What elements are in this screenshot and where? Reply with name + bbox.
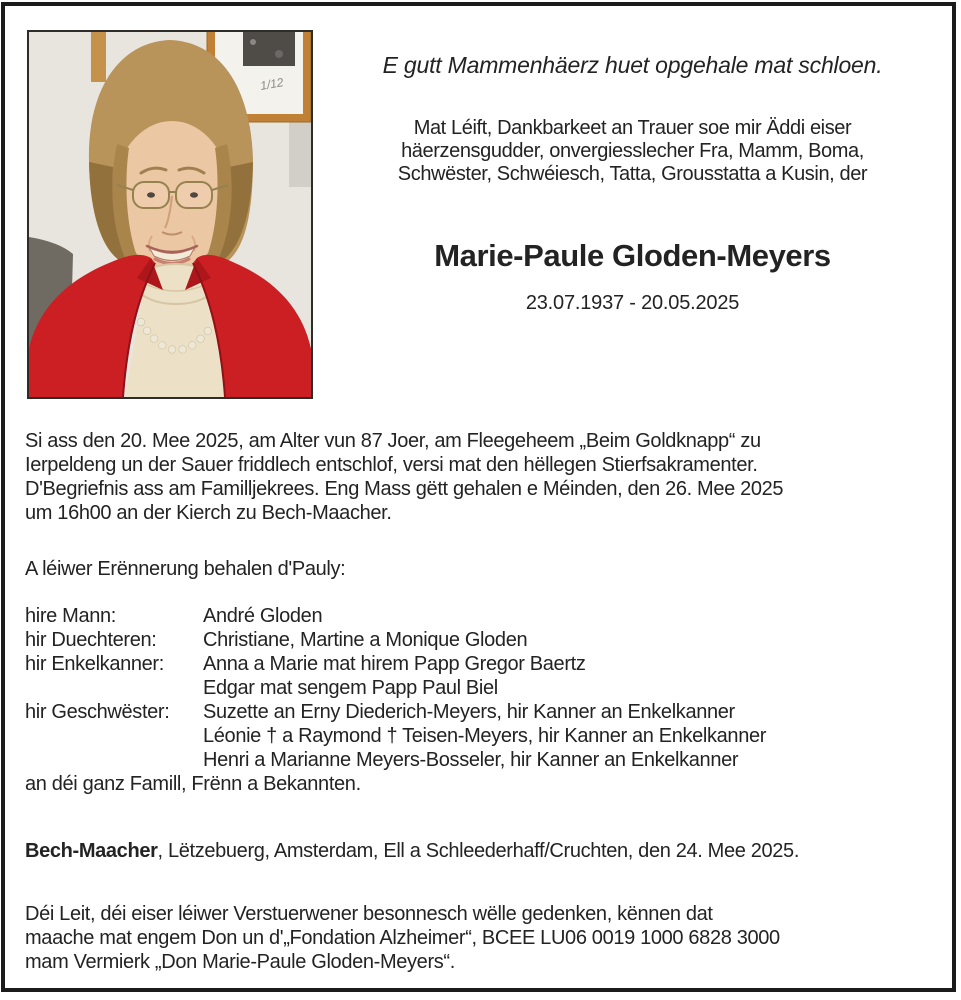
wall-left-strip [91,32,106,82]
deceased-name: Marie-Paule Gloden-Meyers [434,238,831,273]
family-label: hir Geschwëster: [25,701,170,723]
family-value: Edgar mat sengem Papp Paul Biel [203,677,498,699]
death-line: um 16h00 an der Kierch zu Bech-Maacher. [25,502,392,524]
death-line: Ierpeldeng un der Sauer friddlech entschlof, versi mat den hëllegen Stierfsakramenter. [25,454,758,476]
family-label: hir Duechteren: [25,629,157,651]
family-value: André Gloden [203,605,323,627]
dateline [25,839,940,863]
death-announcement-paragraph [25,429,940,525]
intro-line: Schwëster, Schwéiesch, Tatta, Grousstatta a Kusin, der [397,163,868,185]
family-label [25,676,203,700]
life-dates: 23.07.1937 - 20.05.2025 [525,292,740,314]
family-value: Suzette an Erny Diederich-Meyers, hir Kanner an Enkelkanner [203,701,735,723]
family-label [25,748,203,772]
family-label: hire Mann: [25,605,116,627]
dateline-rest: , Lëtzebuerg, Amsterdam, Ell a Schleederhaff/Cruchten, den 24. Mee 2025. [157,840,800,862]
donation-line: mam Vermierk „Don Marie-Paule Gloden-Meyers“. [25,951,455,973]
family-closing: an déi ganz Famill, Frënn a Bekannten. [25,773,361,795]
donation-line: maache mat engem Don un d'„Fondation Alzheimer“, BCEE LU06 0019 1000 6828 3000 [25,927,780,949]
epigraph: E gutt Mammenhäerz huet opgehale mat schloen. [382,52,883,78]
family-list [25,604,940,796]
donation-line: Déi Leit, déi eiser léiwer Verstuerwener besonnesch wëlle gedenken, kënnen dat [25,903,713,925]
remembrance-heading: A léiwer Erënnerung behalen d'Pauly: [25,558,346,580]
frame-sketch [243,32,295,66]
family-label [25,724,203,748]
portrait-illustration [29,32,311,397]
frame-annotation: 1/12 [259,75,285,93]
obituary-notice [1,2,956,992]
family-value: Léonie † a Raymond † Teisen-Meyers, hir Kanner an Enkelkanner [203,725,767,747]
death-line: Si ass den 20. Mee 2025, am Alter vun 87 Joer, am Fleegeheem „Beim Goldknapp“ zu [25,430,761,452]
portrait-photo [27,30,313,399]
donation-paragraph [25,902,940,974]
intro-line: Mat Léift, Dankbarkeet an Trauer soe mir Äddi eiser [413,117,852,139]
family-label: hir Enkelkanner: [25,653,164,675]
intro-paragraph [325,117,940,186]
family-value: Henri a Marianne Meyers-Bosseler, hir Kanner an Enkelkanner [203,749,739,771]
family-value: Anna a Marie mat hirem Papp Gregor Baertz [203,653,586,675]
death-line: D'Begriefnis ass am Familljekrees. Eng Mass gëtt gehalen e Méinden, den 26. Mee 2025 [25,478,784,500]
dateline-places: Bech-Maacher [25,840,158,862]
intro-line: häerzensgudder, onvergiesslecher Fra, Mamm, Boma, [401,140,864,162]
family-value: Christiane, Martine a Monique Gloden [203,629,528,651]
